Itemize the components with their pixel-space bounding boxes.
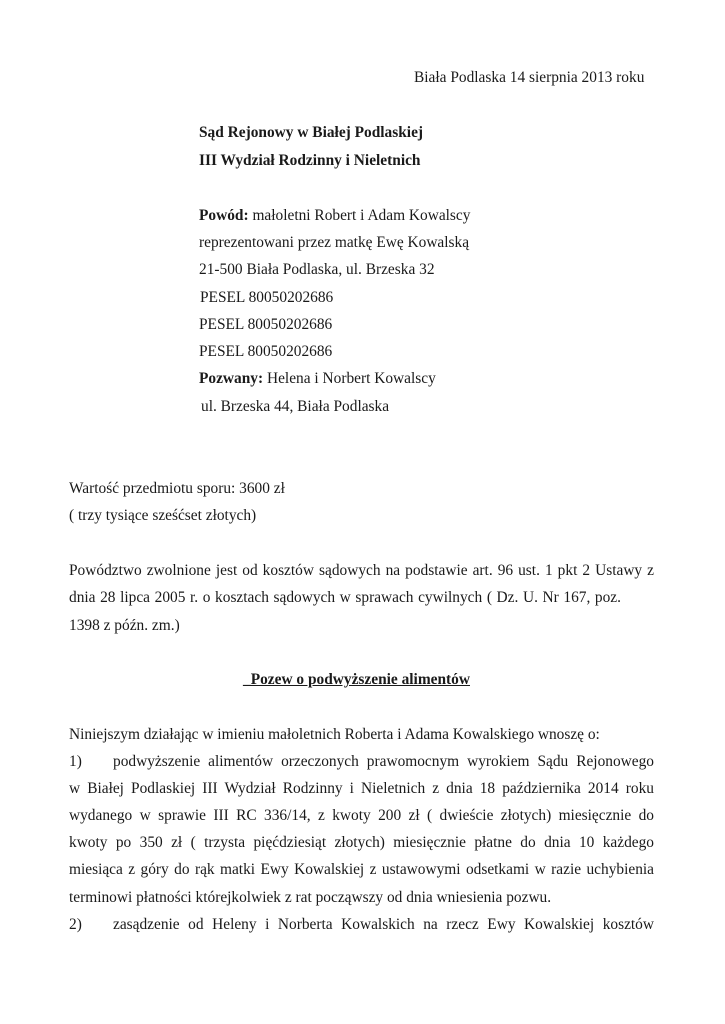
defendant-line [199,369,436,389]
plaintiff-names: małoletni Robert i Adam Kowalscy [252,207,471,224]
pesel-line: PESEL 80050202686 [200,289,334,306]
intro-text: Niniejszym działając w imieniu małoletnich Roberta i Adama Kowalskiego wnoszę o: [69,726,600,743]
pesel-line: PESEL 80050202686 [199,316,333,333]
dispute-value-words: ( trzy tysiące sześćset złotych) [69,507,257,524]
pesel-line: PESEL 80050202686 [199,343,333,360]
court-name: Sąd Rejonowy w Białej Podlaskiej [199,124,424,141]
point-1-line [69,752,654,772]
fee-exemption-line: dnia 28 lipca 2005 r. o kosztach sądowych w sprawach cywilnych ( Dz. U. Nr 167, poz. [69,589,621,606]
plaintiff-address: 21-500 Biała Podlaska, ul. Brzeska 32 [199,261,435,278]
point-1-text: podwyższenie alimentów orzeczonych prawomocnym wyrokiem Sądu Rejonowego [113,753,654,770]
defendant-address: ul. Brzeska 44, Biała Podlaska [201,398,390,415]
point-1-line: kwoty po 350 zł ( trzysta pięćdziesiąt złotych) miesięcznie płatne do dnia 10 każdego [69,834,654,851]
fee-exemption-line: Powództwo zwolnione jest od kosztów sądowych na podstawie art. 96 ust. 1 pkt 2 Ustawy z [69,562,654,579]
court-division: III Wydział Rodzinny i Nieletnich [199,152,421,169]
document-title: _Pozew o podwyższenie alimentów [243,671,470,688]
fee-exemption-line: 1398 z późn. zm.) [69,617,180,634]
plaintiff-label: Powód: [199,207,249,224]
defendant-label: Pozwany: [199,370,264,387]
defendant-names: Helena i Norbert Kowalscy [266,370,436,387]
point-2-number: 2) [69,916,82,933]
plaintiff-line [199,206,470,226]
dispute-value: Wartość przedmiotu sporu: 3600 zł [69,480,285,497]
point-1-line: w Białej Podlaskiej III Wydział Rodzinny i Nieletnich z dnia 18 października 2014 roku [69,780,654,797]
date-line: Biała Podlaska 14 sierpnia 2013 roku [414,69,645,86]
point-2-text: zasądzenie od Heleny i Norberta Kowalskich na rzecz Ewy Kowalskiej kosztów [113,916,654,933]
point-1-line: miesiąca z góry do rąk matki Ewy Kowalskiej z ustawowymi odsetkami w razie uchybienia [69,861,654,878]
plaintiff-representation: reprezentowani przez matkę Ewę Kowalską [199,234,470,251]
point-2-line [69,915,654,935]
point-1-number: 1) [69,753,82,770]
point-1-line: terminowi płatności którejkolwiek z rat począwszy od dnia wniesienia pozwu. [69,889,552,906]
point-1-line: wydanego w sprawie III RC 336/14, z kwoty 200 zł ( dwieście złotych) miesięcznie do [69,807,654,824]
